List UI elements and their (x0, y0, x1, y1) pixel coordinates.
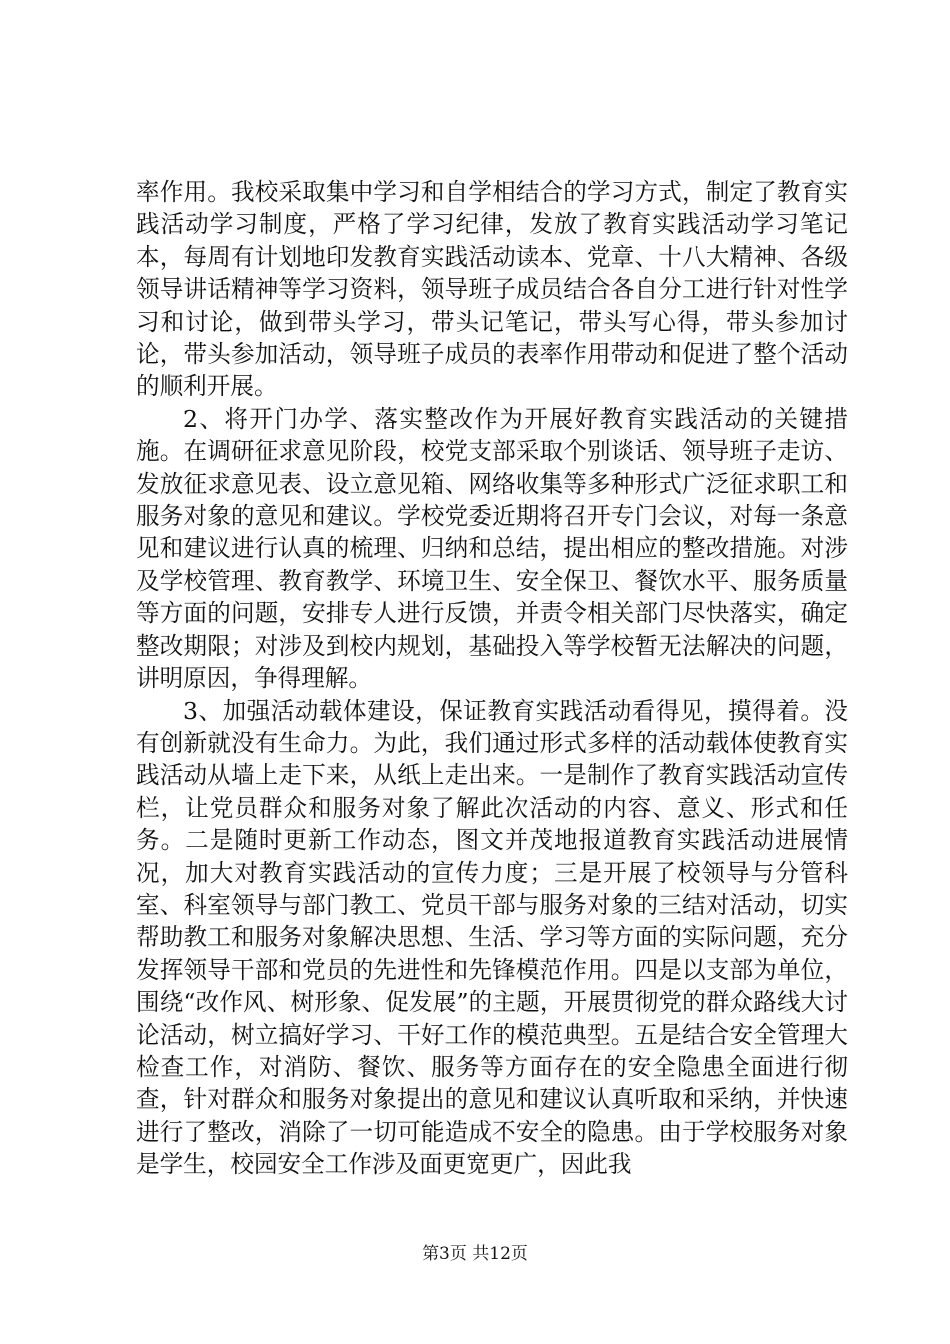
page-number-footer: 第3页 共12页 (422, 1244, 528, 1264)
document-body (136, 176, 848, 1181)
paragraph-3: 3、加强活动载体建设，保证教育实践活动看得见，摸得着。没有创新就没有生命力。为此，我们通过形式多样的活动载体使教育实践活动从墙上走下来，从纸上走出来。一是制作了教育实践活动宣传栏，让党员群众和服务对象了解此次活动的内容、意义、形式和任务。二是随时更新工作动态，图文并茂地报道教育实践活动进展情况，加大对教育实践活动的宣传力度；三是开展了校领导与分管科室、科室领导与部门教工、党员干部与服务对象的三结对活动，切实帮助教工和服务对象解决思想、生活、学习等方面的实际问题，充分发挥领导干部和党员的先进性和先锋模范作用。四是以支部为单位，围绕“改作风、树形象、促发展”的主题，开展贯彻党的群众路线大讨论活动，树立搞好学习、干好工作的模范典型。五是结合安全管理大检查工作，对消防、餐饮、服务等方面存在的安全隐患全面进行彻查，针对群众和服务对象提出的意见和建议认真听取和采纳，并快速进行了整改，消除了一切可能造成不安全的隐患。由于学校服务对象是学生，校园安全工作涉及面更宽更广，因此我 (136, 696, 848, 1179)
paragraph-1: 率作用。我校采取集中学习和自学相结合的学习方式，制定了教育实践活动学习制度，严格了学习纪律，发放了教育实践活动学习笔记本，每周有计划地印发教育实践活动读本、党章、十八大精神、各级领导讲话精神等学习资料，领导班子成员结合各自分工进行针对性学习和讨论，做到带头学习，带头记笔记，带头写心得，带头参加讨论，带头参加活动，领导班子成员的表率作用带动和促进了整个活动的顺利开展。 (136, 178, 848, 401)
paragraph-2: 2、将开门办学、落实整改作为开展好教育实践活动的关键措施。在调研征求意见阶段，校党支部采取个别谈话、领导班子走访、发放征求意见表、设立意见箱、网络收集等多种形式广泛征求职工和服务对象的意见和建议。学校党委近期将召开专门会议，对每一条意见和建议进行认真的梳理、归纳和总结，提出相应的整改措施。对涉及学校管理、教育教学、环境卫生、安全保卫、餐饮水平、服务质量等方面的问题，安排专人进行反馈，并责令相关部门尽快落实，确定整改期限；对涉及到校内规划，基础投入等学校暂无法解决的问题，讲明原因，争得理解。 (136, 404, 848, 693)
